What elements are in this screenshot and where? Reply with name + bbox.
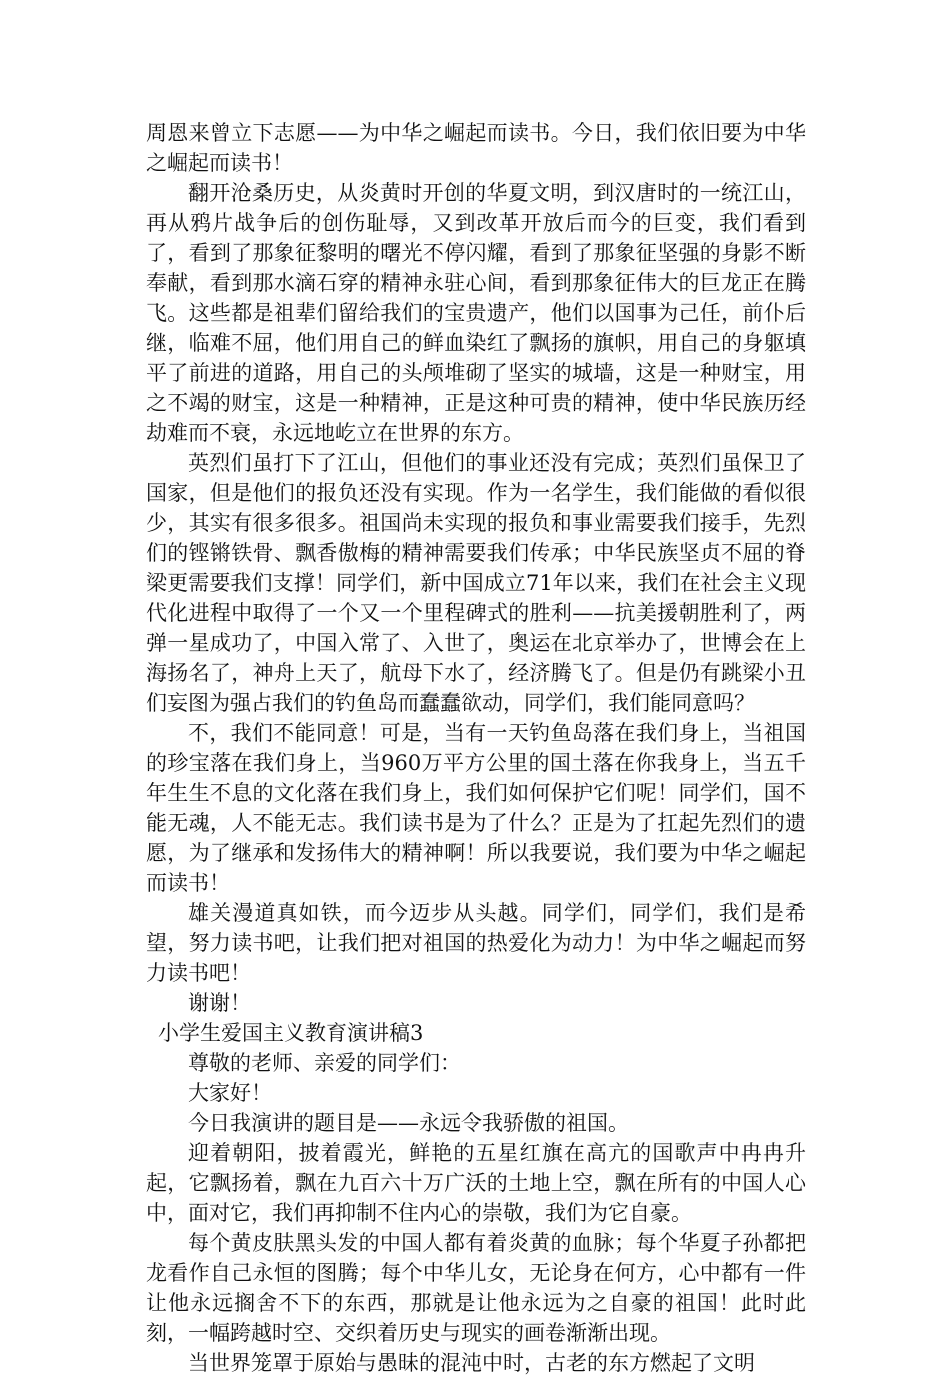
- greeting: 大家好！: [188, 1081, 272, 1105]
- section-title: 小学生爱国主义教育演讲稿3: [158, 1021, 424, 1045]
- paragraph: 不，我们不能同意！可是，当有一天钓鱼岛落在我们身上，当祖国的珍宝落在我们身上，当960万平方公里的国土落在你我身上，当五千年生生不息的文化落在我们身上，我们如何保护它们呢！同学们，国不能无魂，人不能无志。我们读书是为了什么？正是为了扛起先烈们的遗愿，为了继承和发扬伟大的精神啊！所以我要说，我们要为中华之崛起而读书！: [146, 721, 806, 895]
- closing-thanks: 谢谢！: [188, 991, 251, 1015]
- paragraph: 翻开沧桑历史，从炎黄时开创的华夏文明，到汉唐时的一统江山，再从鸦片战争后的创伤耻辱，又到改革开放后而今的巨变，我们看到了，看到了那象征黎明的曙光不停闪耀，看到了那象征坚强的身影不断奉献，看到那水滴石穿的精神永驻心间，看到那象征伟大的巨龙正在腾飞。这些都是祖辈们留给我们的宝贵遗产，他们以国事为己任，前仆后继，临难不屈，他们用自己的鲜血染红了飘扬的旗帜，用自己的身躯填平了前进的道路，用自己的头颅堆砌了坚实的城墙，这是一种财宝，用之不竭的财宝，这是一种精神，正是这种可贵的精神，使中华民族历经劫难而不衰，永远地屹立在世界的东方。: [146, 181, 806, 445]
- paragraph: 英烈们虽打下了江山，但他们的事业还没有完成；英烈们虽保卫了国家，但是他们的报负还没有实现。作为一名学生，我们能做的看似很少，其实有很多很多。祖国尚未实现的报负和事业需要我们接手，先烈们的铿锵铁骨、飘香傲梅的精神需要我们传承；中华民族坚贞不屈的脊梁更需要我们支撑！同学们，新中国成立71年以来，我们在社会主义现代化进程中取得了一个又一个里程碑式的胜利——抗美援朝胜利了，两弹一星成功了，中国入常了、入世了，奥运在北京举办了，世博会在上海扬名了，神舟上天了，航母下水了，经济腾飞了。但是仍有跳梁小丑们妄图为强占我们的钓鱼岛而蠢蠢欲动，同学们，我们能同意吗？: [146, 451, 806, 715]
- paragraph: 迎着朝阳，披着霞光，鲜艳的五星红旗在高亢的国歌声中冉冉升起，它飘扬着，飘在九百六十万广沃的土地上空，飘在所有的中国人心中，面对它，我们再抑制不住内心的崇敬，我们为它自豪。: [146, 1141, 806, 1225]
- paragraph: 今日我演讲的题目是——永远令我骄傲的祖国。: [188, 1111, 629, 1135]
- paragraph: 雄关漫道真如铁，而今迈步从头越。同学们，同学们，我们是希望，努力读书吧，让我们把对祖国的热爱化为动力！为中华之崛起而努力读书吧！: [146, 901, 806, 985]
- paragraph: 周恩来曾立下志愿——为中华之崛起而读书。今日，我们依旧要为中华之崛起而读书！: [146, 121, 806, 175]
- document-body: [146, 118, 806, 1378]
- salutation: 尊敬的老师、亲爱的同学们：: [188, 1051, 461, 1075]
- paragraph: 当世界笼罩于原始与愚昧的混沌中时，古老的东方燃起了文明: [188, 1351, 755, 1375]
- paragraph: 每个黄皮肤黑头发的中国人都有着炎黄的血脉；每个华夏子孙都把龙看作自己永恒的图腾；每个中华儿女，无论身在何方，心中都有一件让他永远搁舍不下的东西，那就是让他永远为之自豪的祖国！此时此刻，一幅跨越时空、交织着历史与现实的画卷渐渐出现。: [146, 1231, 806, 1345]
